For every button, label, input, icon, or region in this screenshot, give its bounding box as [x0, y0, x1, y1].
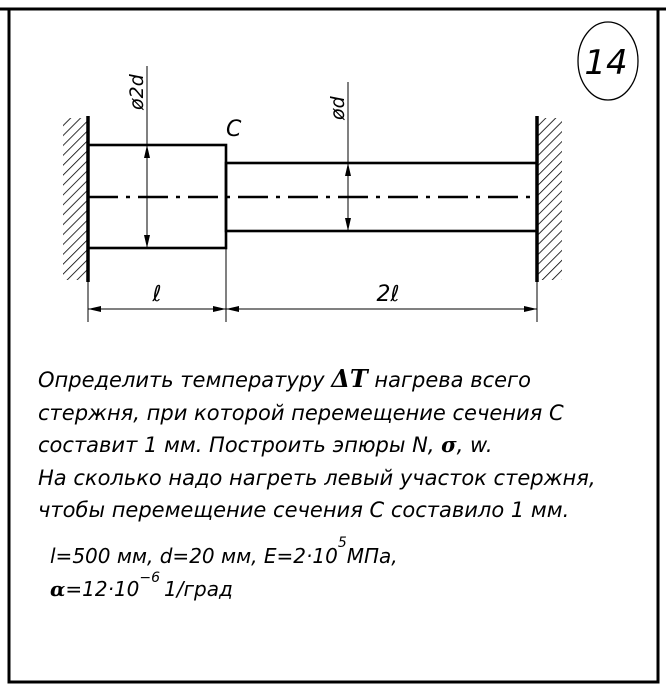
- statement-line-3: составит 1 мм. Построить эпюры N, σ, w.: [38, 432, 493, 457]
- label-small-diameter: ød: [327, 96, 349, 120]
- section-label: C: [226, 117, 242, 142]
- problem-number-badge: [578, 22, 638, 100]
- statement-line-4: На сколько надо нагреть левый участок стержня,: [38, 466, 596, 490]
- statement-line-1: Определить температуру ΔT нагрева всего: [38, 364, 531, 393]
- given-line-1: l=500 мм, d=20 мм, $E=2\cdot 10^5МПа$,: [50, 535, 398, 568]
- statement-line-2: стержня, при которой перемещение сечения С: [38, 401, 564, 425]
- statement-line-5: чтобы перемещение сечения С составило 1 мм.: [38, 498, 570, 522]
- given-line-2: $\alpha=12\cdot 10^{-6}$ 1/град: [50, 570, 233, 601]
- left-wall-support: [63, 116, 88, 282]
- problem-number: 14: [584, 43, 628, 83]
- label-length-left: ℓ: [152, 282, 162, 307]
- label-large-diameter: ø2d: [126, 74, 148, 110]
- right-wall-support: [537, 116, 562, 282]
- label-length-right: 2ℓ: [376, 282, 400, 307]
